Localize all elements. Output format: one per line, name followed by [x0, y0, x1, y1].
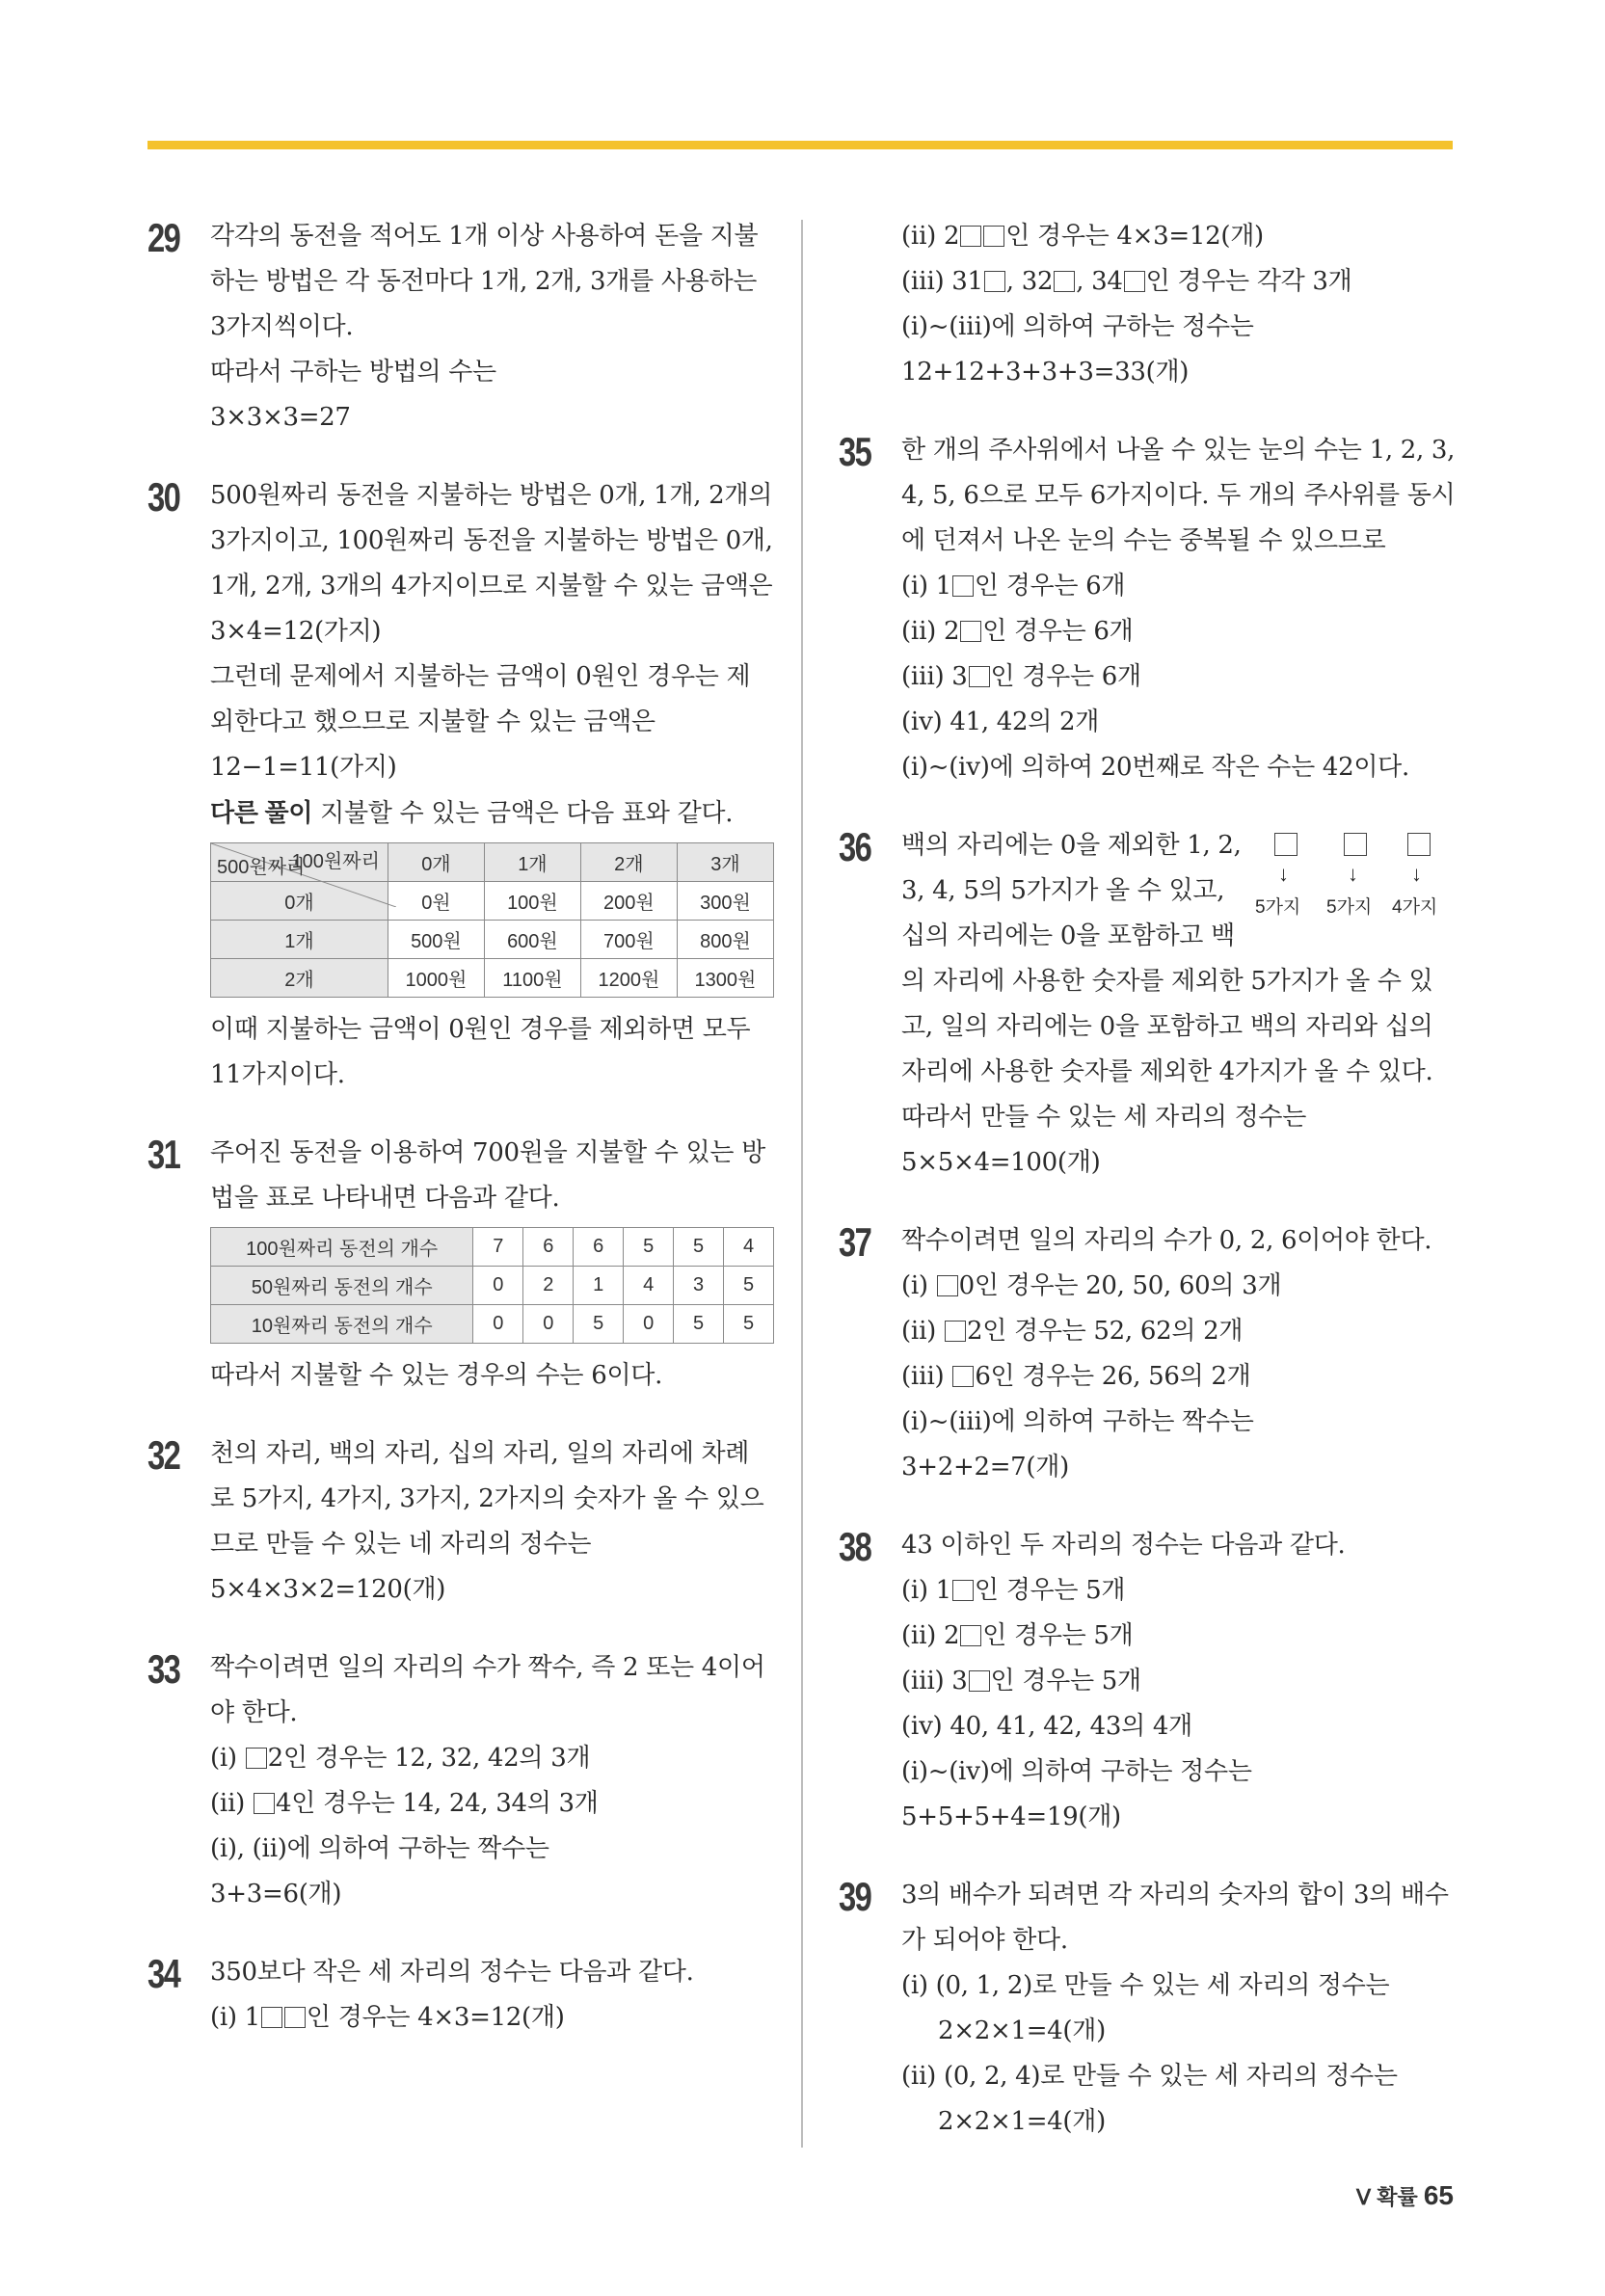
tens-count-label: 5가지	[1326, 897, 1373, 918]
column-header: 3개	[677, 843, 773, 882]
problem-31	[147, 1131, 774, 1399]
down-arrow-icon: ↓	[1278, 862, 1289, 886]
table-cell: 1100원	[484, 959, 580, 998]
text-line: 므로 만들 수 있는 네 자리의 정수는	[210, 1530, 592, 1559]
table-cell: 1200원	[580, 959, 677, 998]
table-cell: 5	[724, 1305, 774, 1344]
page-number: 65	[1423, 2180, 1454, 2210]
table-cell: 800원	[677, 921, 773, 959]
text-line: 3+2+2=7(개)	[901, 1453, 1069, 1482]
table-cell: 7	[473, 1228, 523, 1267]
coin-count-table	[210, 1227, 774, 1344]
case-text: 0인 경우는 20, 50, 60의 3개	[958, 1271, 1282, 1300]
text-line: 외한다고 했으므로 지불할 수 있는 금액은	[210, 707, 655, 736]
problem-number: 34	[147, 1951, 180, 1996]
row-header: 10원짜리 동전의 개수	[211, 1305, 473, 1344]
text-line: (ⅰ)~(ⅲ)에 의하여 구하는 정수는	[901, 312, 1254, 341]
right-column	[839, 214, 1456, 2145]
table-row	[211, 1305, 774, 1344]
text-line: (ⅰ)~(ⅳ)에 의하여 구하는 정수는	[901, 1757, 1252, 1786]
blank-box	[1124, 271, 1145, 292]
text-line: 3가지씩이다.	[210, 312, 354, 341]
row-header: 1개	[211, 921, 388, 959]
alt-solution-line	[210, 790, 774, 837]
blank-box	[952, 1366, 974, 1387]
row-header: 2개	[211, 959, 388, 998]
table-cell: 5	[574, 1305, 624, 1344]
problem-number: 29	[147, 215, 180, 260]
blank-box	[960, 226, 981, 247]
problem-number: 30	[147, 474, 180, 520]
text-line	[901, 214, 1456, 259]
blank-box	[284, 2007, 306, 2028]
table-cell: 600원	[484, 921, 580, 959]
table-row	[211, 921, 774, 959]
corner-top-label: 100원짜리	[291, 851, 380, 872]
table-cell: 6	[574, 1228, 624, 1267]
case-text: 2인 경우는 52, 62의 2개	[966, 1317, 1244, 1346]
row-header: 100원짜리 동전의 개수	[211, 1228, 473, 1267]
text-line: 십의 자리에는 0을 포함하고 백	[901, 921, 1235, 950]
text-line: 각각의 동전을 적어도 1개 이상 사용하여 돈을 지불	[210, 222, 759, 251]
text-line: 1개, 2개, 3개의 4가지이므로 지불할 수 있는 금액은	[210, 572, 773, 601]
text-line: 자리에 사용한 숫자를 제외한 4가지가 올 수 있다.	[901, 1057, 1433, 1086]
text-line: 짝수이려면 일의 자리의 수가 짝수, 즉 2 또는 4이어	[210, 1653, 765, 1682]
case-text: 인 경우는 4×3=12(개)	[1005, 222, 1264, 251]
blank-box	[960, 621, 981, 642]
text-line	[901, 1568, 1456, 1614]
table-cell: 100원	[484, 882, 580, 921]
case-text: 인 경우는 6개	[982, 617, 1134, 646]
text-line: 2×2×1=4(개)	[938, 2016, 1106, 2045]
table-cell: 2	[523, 1267, 574, 1305]
blank-box	[983, 226, 1004, 247]
text-line: 3가지이고, 100원짜리 동전을 지불하는 방법은 0개,	[210, 526, 773, 555]
hundreds-count-label: 5가지	[1255, 897, 1301, 918]
text-line: 하는 방법은 각 동전마다 1개, 2개, 3개를 사용하는	[210, 267, 758, 296]
problem-34-continued	[839, 214, 1456, 395]
table-row	[211, 1228, 774, 1267]
case-label: (ⅲ) 31	[901, 267, 983, 296]
text-line	[210, 1995, 774, 2041]
text-line: 3+3=6(개)	[210, 1880, 342, 1909]
blank-box	[969, 1670, 990, 1692]
text-line	[901, 1309, 1456, 1354]
page-footer	[1356, 2180, 1454, 2211]
problem-number: 38	[839, 1524, 871, 1569]
table-cell: 700원	[580, 921, 677, 959]
text-line	[901, 1264, 1456, 1309]
column-header: 0개	[388, 843, 484, 882]
problem-number: 37	[839, 1219, 871, 1265]
case-text: 인 경우는 각각 3개	[1145, 267, 1352, 296]
table-cell: 3	[674, 1267, 724, 1305]
case-text: 인 경우는 6개	[990, 662, 1141, 691]
text-line: (ⅰ) (0, 1, 2)로 만들 수 있는 세 자리의 정수는	[901, 1971, 1390, 2000]
case-label: (ⅰ)	[210, 1744, 245, 1773]
blank-box	[952, 1580, 974, 1601]
table-cell: 0	[523, 1305, 574, 1344]
text-line: 주어진 동전을 이용하여 700원을 지불할 수 있는 방	[210, 1138, 765, 1167]
row-header: 0개	[211, 882, 388, 921]
text-line	[901, 1659, 1456, 1704]
text-line: 5+5+5+4=19(개)	[901, 1802, 1121, 1831]
text-line	[210, 1781, 774, 1827]
text-line: 12−1=11(가지)	[210, 753, 397, 782]
text-line: (ⅰ)~(ⅳ)에 의하여 20번째로 작은 수는 42이다.	[901, 753, 1409, 782]
alt-solution-label: 다른 풀이	[210, 798, 313, 827]
case-label: (ⅰ) 1	[901, 572, 951, 601]
case-text: 인 경우는 6개	[974, 572, 1126, 601]
text-line: 따라서 구하는 방법의 수는	[210, 358, 496, 387]
problem-35	[839, 428, 1456, 790]
table-cell: 5	[674, 1228, 724, 1267]
table-cell: 300원	[677, 882, 773, 921]
text-line: 천의 자리, 백의 자리, 십의 자리, 일의 자리에 차례	[210, 1439, 750, 1468]
text-line: 3×4=12(가지)	[210, 617, 382, 646]
case-text: 6인 경우는 26, 56의 2개	[975, 1362, 1251, 1391]
down-arrow-icon: ↓	[1411, 862, 1422, 886]
left-column	[147, 214, 774, 2041]
text-line: 43 이하인 두 자리의 정수는 다음과 같다.	[901, 1531, 1346, 1560]
blank-box	[937, 1275, 958, 1296]
text-line: 짝수이려면 일의 자리의 수가 0, 2, 6이어야 한다.	[901, 1226, 1432, 1255]
table-cell: 5	[624, 1228, 674, 1267]
text-line: 2×2×1=4(개)	[938, 2107, 1106, 2136]
problem-37	[839, 1218, 1456, 1490]
digit-place-diagram	[1255, 833, 1456, 920]
text-line: 11가지이다.	[210, 1060, 345, 1089]
case-label: (ⅱ) 2	[901, 222, 960, 251]
table-corner-cell	[211, 843, 388, 882]
case-text: 인 경우는 5개	[990, 1667, 1141, 1695]
case-label: (ⅲ) 3	[901, 662, 968, 691]
table-cell: 0원	[388, 882, 484, 921]
blank-box	[984, 271, 1005, 292]
text-line: 야 한다.	[210, 1698, 298, 1727]
text-line: 가 되어야 한다.	[901, 1926, 1068, 1955]
problem-number: 31	[147, 1132, 180, 1177]
text-line: 백의 자리에는 0을 제외한 1, 2,	[901, 831, 1242, 860]
down-arrow-icon: ↓	[1348, 862, 1358, 886]
text-line: (ⅰ), (ⅱ)에 의하여 구하는 짝수는	[210, 1834, 549, 1863]
problem-32	[147, 1431, 774, 1613]
case-label: (ⅱ)	[210, 1789, 253, 1818]
case-label: (ⅰ) 1	[210, 2003, 260, 2032]
tens-box	[1344, 833, 1367, 856]
text-line: 한 개의 주사위에서 나올 수 있는 눈의 수는 1, 2, 3,	[901, 436, 1456, 465]
table-cell: 5	[724, 1267, 774, 1305]
text-line: 4, 5, 6으로 모두 6가지이다. 두 개의 주사위를 동시	[901, 481, 1456, 510]
blank-box	[1054, 271, 1075, 292]
table-cell: 500원	[388, 921, 484, 959]
table-cell: 0	[473, 1305, 523, 1344]
text-line: (ⅳ) 41, 42의 2개	[901, 707, 1100, 736]
text-line: 5×4×3×2=120(개)	[210, 1575, 446, 1604]
section-label: Ⅴ 확률	[1356, 2185, 1418, 2209]
case-text: 인 경우는 4×3=12(개)	[306, 2003, 565, 2032]
case-label: (ⅲ)	[901, 1362, 952, 1391]
text-line	[901, 259, 1456, 305]
text-line: 3, 4, 5의 5가지가 올 수 있고,	[901, 876, 1225, 905]
case-text: 인 경우는 5개	[982, 1621, 1134, 1650]
table-cell: 6	[523, 1228, 574, 1267]
blank-box	[254, 1793, 275, 1814]
table-cell: 4	[624, 1267, 674, 1305]
blank-box	[960, 1625, 981, 1646]
blank-box	[969, 666, 990, 687]
hundreds-box	[1274, 833, 1297, 856]
table-cell: 1300원	[677, 959, 773, 998]
column-header: 1개	[484, 843, 580, 882]
case-text: , 32	[1005, 267, 1054, 296]
case-label: (ⅰ)	[901, 1271, 936, 1300]
ones-box	[1407, 833, 1431, 856]
table-cell: 0	[624, 1305, 674, 1344]
blank-box	[261, 2007, 282, 2028]
table-cell: 200원	[580, 882, 677, 921]
text-line	[901, 564, 1456, 609]
table-cell: 1000원	[388, 959, 484, 998]
text-line: 따라서 만들 수 있는 세 자리의 정수는	[901, 1103, 1307, 1132]
problem-number: 35	[839, 429, 871, 474]
text-line: (ⅰ)~(ⅲ)에 의하여 구하는 짝수는	[901, 1407, 1254, 1436]
text-line	[901, 1354, 1456, 1400]
alt-solution-text: 지불할 수 있는 금액은 다음 표와 같다.	[312, 799, 734, 828]
table-cell: 1	[574, 1267, 624, 1305]
text-line: (ⅳ) 40, 41, 42, 43의 4개	[901, 1712, 1192, 1741]
case-text: 4인 경우는 14, 24, 34의 3개	[275, 1789, 599, 1818]
problem-34	[147, 1950, 774, 2041]
case-text: 2인 경우는 12, 32, 42의 3개	[267, 1744, 591, 1773]
text-line: 따라서 지불할 수 있는 경우의 수는 6이다.	[210, 1361, 663, 1390]
row-header: 50원짜리 동전의 개수	[211, 1267, 473, 1305]
problem-number: 39	[839, 1874, 871, 1919]
case-label: (ⅰ) 1	[901, 1576, 951, 1605]
problem-36	[839, 823, 1456, 1186]
text-line: 의 자리에 사용한 숫자를 제외한 5가지가 올 수 있	[901, 967, 1433, 996]
blank-box	[945, 1321, 966, 1342]
problem-30	[147, 473, 774, 1098]
case-label: (ⅱ)	[901, 1317, 944, 1346]
text-line: 그런데 문제에서 지불하는 금액이 0원인 경우는 제	[210, 662, 751, 691]
text-line: 3의 배수가 되려면 각 자리의 숫자의 합이 3의 배수	[901, 1881, 1449, 1909]
text-line	[901, 1614, 1456, 1659]
case-label: (ⅱ) 2	[901, 1621, 960, 1650]
text-line: 에 던져서 나온 눈의 수는 중복될 수 있으므로	[901, 526, 1386, 555]
table-cell: 0	[473, 1267, 523, 1305]
text-line: 법을 표로 나타내면 다음과 같다.	[210, 1184, 560, 1213]
corner-bottom-label: 500원짜리	[217, 857, 306, 878]
case-label: (ⅲ) 3	[901, 1667, 968, 1695]
text-line	[210, 1736, 774, 1781]
case-text: 인 경우는 5개	[974, 1576, 1126, 1605]
text-line: 500원짜리 동전을 지불하는 방법은 0개, 1개, 2개의	[210, 481, 773, 510]
text-line: 3×3×3=27	[210, 403, 351, 432]
table-cell: 5	[674, 1305, 724, 1344]
problem-number: 36	[839, 824, 871, 869]
text-line: 고, 일의 자리에는 0을 포함하고 백의 자리와 십의	[901, 1012, 1433, 1041]
text-line: (ⅱ) (0, 2, 4)로 만들 수 있는 세 자리의 정수는	[901, 2062, 1398, 2091]
problem-number: 32	[147, 1432, 180, 1478]
text-line: 로 5가지, 4가지, 3가지, 2가지의 숫자가 올 수 있으	[210, 1484, 764, 1513]
amount-table	[210, 842, 774, 998]
text-line	[901, 654, 1456, 700]
text-line	[901, 609, 1456, 654]
column-header: 2개	[580, 843, 677, 882]
problem-29	[147, 214, 774, 441]
problem-number: 33	[147, 1646, 180, 1692]
case-label: (ⅱ) 2	[901, 617, 960, 646]
top-accent-bar	[147, 141, 1453, 149]
ones-count-label: 4가지	[1392, 897, 1438, 918]
blank-box	[952, 575, 974, 597]
case-text: , 34	[1076, 267, 1123, 296]
blank-box	[246, 1748, 267, 1769]
column-divider	[801, 220, 803, 2148]
table-row	[211, 959, 774, 998]
text-line: 이때 지불하는 금액이 0원인 경우를 제외하면 모두	[210, 1015, 751, 1044]
problem-33	[147, 1645, 774, 1917]
text-line: 350보다 작은 세 자리의 정수는 다음과 같다.	[210, 1958, 694, 1987]
table-cell: 4	[724, 1228, 774, 1267]
problem-38	[839, 1523, 1456, 1840]
table-row	[211, 1267, 774, 1305]
text-line: 12+12+3+3+3=33(개)	[901, 358, 1190, 387]
text-line: 5×5×4=100(개)	[901, 1148, 1101, 1177]
problem-39	[839, 1873, 1456, 2145]
